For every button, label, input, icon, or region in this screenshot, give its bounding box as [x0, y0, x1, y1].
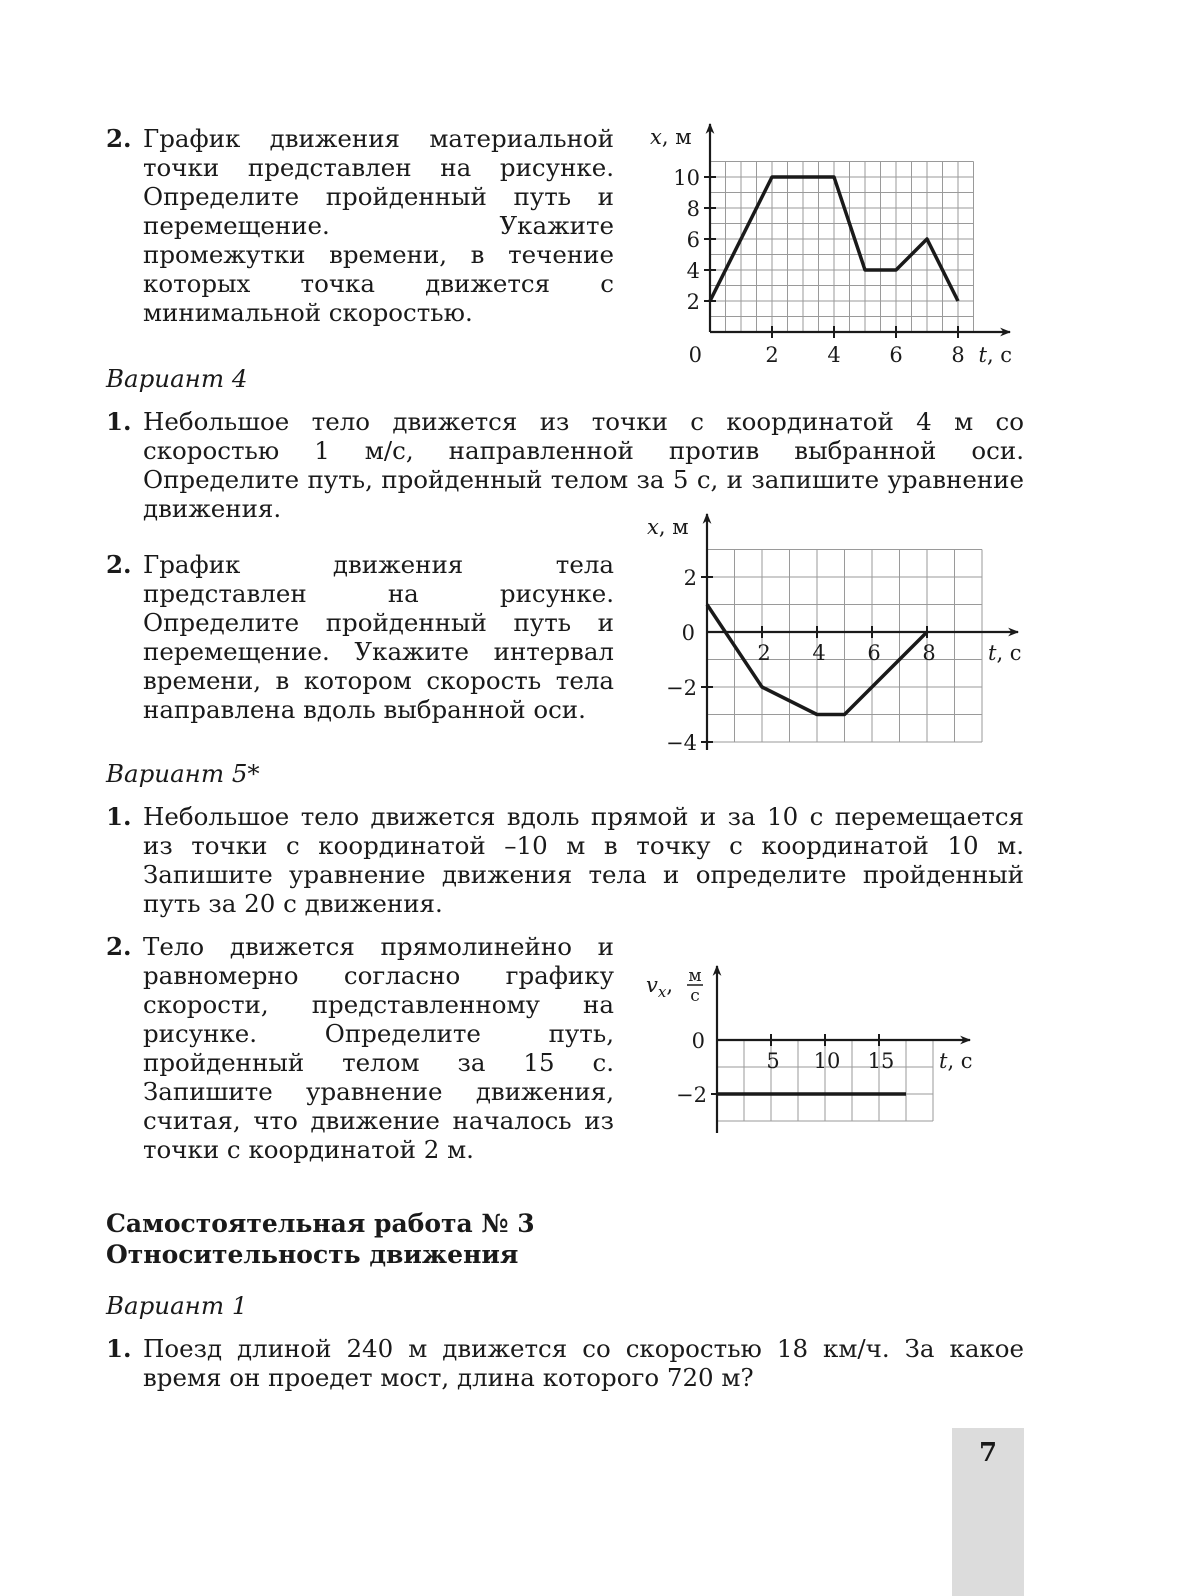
- section-heading: [106, 1208, 535, 1270]
- problem-v4-2: [106, 550, 614, 724]
- x-tick-label: 4: [827, 343, 841, 367]
- y-unit-denominator: с: [690, 986, 700, 1006]
- x-tick-label: 2: [765, 343, 779, 367]
- problem-sr3-v1-1: [106, 1334, 1024, 1392]
- x-tick-label: 10: [813, 1049, 841, 1073]
- y-tick-label: −4: [666, 731, 697, 755]
- variant-4-label: Вариант 4: [106, 364, 248, 393]
- origin-label: 0: [688, 343, 702, 367]
- x-tick-label: 2: [757, 641, 771, 665]
- y-axis-label: $v_x$,: [646, 973, 674, 1001]
- x-axis-label: t, с: [988, 641, 1022, 665]
- problem-text: Тело движется прямолинейно и равномерно согласно графику скорости, представленному на рисунке. Определите путь, пройденный телом за 15 с. Запишите уравнение движения, считая, что движение началось из точки с координатой 2 м.: [143, 932, 614, 1164]
- problem-number: 1.: [106, 1334, 132, 1363]
- x-tick-label: 4: [812, 641, 826, 665]
- problem-number: 1.: [106, 407, 132, 436]
- problem-number: 2.: [106, 124, 132, 153]
- origin-label: 0: [681, 621, 695, 645]
- y-unit-numerator: м: [688, 966, 702, 986]
- x-tick-label: 8: [951, 343, 965, 367]
- problem-number: 1.: [106, 802, 132, 831]
- problem-v3-2: [106, 124, 614, 327]
- problem-v5-2: [106, 932, 614, 1164]
- y-tick-label: 8: [686, 197, 700, 221]
- x-tick-label: 15: [867, 1049, 895, 1073]
- page-number: 7: [978, 1438, 998, 1468]
- chart-3: [640, 960, 1020, 1140]
- y-tick-label: 10: [673, 166, 700, 190]
- x-tick-label: 6: [889, 343, 903, 367]
- y-tick-label: −2: [666, 676, 697, 700]
- chart-1: [640, 118, 1020, 380]
- problem-number: 2.: [106, 550, 132, 579]
- heading-line-1: Самостоятельная работа № 3: [106, 1209, 535, 1238]
- y-tick-label: 6: [686, 228, 700, 252]
- problem-text: График движения тела представлен на рисунке. Определите пройденный путь и перемещение. Укажите интервал времени, в котором скорость тела направлена вдоль выбранной оси.: [143, 550, 614, 724]
- page-number-tab: [952, 1428, 1024, 1596]
- problem-text: Поезд длиной 240 м движется со скоростью 18 км/ч. За какое время он проедет мост, длина которого 720 м?: [143, 1334, 1024, 1392]
- origin-label: 0: [691, 1029, 705, 1053]
- problem-v4-1: [106, 407, 1024, 523]
- problem-number: 2.: [106, 932, 132, 961]
- y-axis-label: x, м: [650, 125, 692, 149]
- x-tick-label: 6: [867, 641, 881, 665]
- x-axis-label: t, с: [978, 343, 1013, 367]
- variant-1-label: Вариант 1: [106, 1291, 248, 1320]
- y-tick-label: 2: [686, 290, 700, 314]
- x-tick-label: 8: [922, 641, 936, 665]
- problem-text: Небольшое тело движется вдоль прямой и за 10 с перемещается из точки с координатой –10 м в точку с координатой 10 м. Запишите уравнение движения тела и определите пройденный путь за 20 с движения.: [143, 802, 1024, 918]
- problem-text: Небольшое тело движется из точки с координатой 4 м со скоростью 1 м/с, направленной против выбранной оси. Определите путь, пройденный телом за 5 с, и запишите уравнение движения.: [143, 407, 1024, 523]
- problem-text: График движения материальной точки представлен на рисунке. Определите пройденный путь и перемещение. Укажите промежутки времени, в течение которых точка движется с минимальной скоростью.: [143, 124, 614, 327]
- y-tick-label: 2: [683, 566, 697, 590]
- y-axis-label: x, м: [647, 515, 689, 539]
- heading-line-2: Относительность движения: [106, 1240, 519, 1269]
- y-tick-label: −2: [676, 1083, 707, 1107]
- variant-5-label: Вариант 5*: [106, 759, 260, 788]
- problem-v5-1: [106, 802, 1024, 918]
- x-tick-label: 5: [766, 1049, 780, 1073]
- chart-2: [640, 510, 1030, 760]
- x-axis-label: t, с: [939, 1049, 973, 1073]
- y-tick-label: 4: [686, 259, 700, 283]
